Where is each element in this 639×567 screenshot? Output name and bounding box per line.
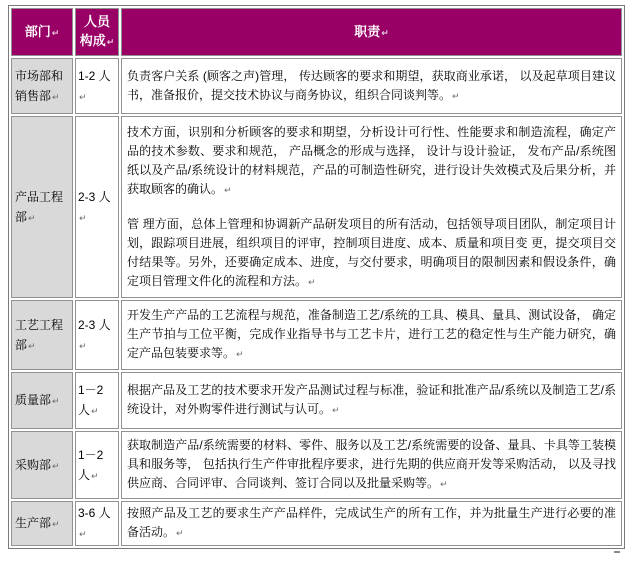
return-mark-icon: ↵ [79,340,87,351]
return-mark-icon: ↵ [224,184,232,195]
staff-cell [75,372,119,429]
header-cell-department [11,8,73,56]
responsibilities-table [8,5,625,549]
staff-cell [75,501,119,546]
duty-paragraph: 负责客户关系 (顾客之声)管理， 传达顾客的要求和期望，获取商业承诺， 以及起草项目建议书，准备报价，提交技术协议与商务协议，组织合同谈判等。↵ [127,68,616,102]
duties-cell [121,300,622,370]
duties-cell [121,58,622,114]
header-duties-label: 职责 [354,23,381,39]
return-mark-icon: ↵ [51,27,60,38]
duties-cell [121,501,622,546]
return-mark-icon: ↵ [236,349,244,359]
staff-cell [75,58,119,114]
return-mark-icon: ↵ [308,276,316,287]
staff-count: 1－2 人 [78,447,104,482]
staff-count: 1-2 人 [78,68,111,83]
table-row [11,300,622,370]
table-row [11,58,622,114]
department-name: 市场部和销售部 [15,68,64,103]
department-name: 工艺工程部 [15,317,64,352]
return-mark-icon: ↵ [91,406,99,416]
duties-cell [121,431,622,499]
return-mark-icon: ↵ [28,212,36,223]
header-cell-staff [75,8,119,56]
duty-paragraph: 技术方面，识别和分析顾客的要求和期望，分析设计可行性、性能要求和制造流程，确定产品的技术参数、要求和规范， 产品概念的形成与选择， 设计与设计验证， 发布产品/系统图纸以及产品/系统设计的材料规范，产品的可制造性研究，进行设计失效模式及后果分析，并获取顾客的确认。↵ [127,124,616,196]
return-mark-icon: ↵ [52,519,60,529]
staff-count: 2-3 人 [78,317,111,332]
staff-cell [75,431,119,499]
table-row [11,431,622,499]
return-mark-icon: ↵ [91,470,99,481]
return-mark-icon: ↵ [79,91,87,102]
duty-paragraph: 管 理方面，总体上管理和协调新产品研发项目的所有活动，包括领导项目团队，制定项目计划，跟踪项目进展，组织项目的评审，控制项目进度、成本、质量和项目变 更，提交项目交付结果等。另外，还要确定成本、进度，与交付要求，明确项目的限制因素和假设条件，确定项目管理文件化的流程和方法。↵ [127,216,616,288]
department-cell [11,116,73,298]
return-mark-icon: ↵ [452,90,460,101]
staff-count: 2-3 人 [78,189,111,204]
department-cell [11,58,73,114]
department-cell [11,431,73,499]
table-row [11,501,622,546]
staff-cell [75,300,119,370]
header-department-label: 部门 [24,23,51,39]
duty-paragraph: 按照产品及工艺的要求生产产品样件，完成试生产的所有工作，并为批量生产进行必要的准备活动。↵ [127,506,616,539]
return-mark-icon: ↵ [28,340,36,351]
duty-paragraph: 获取制造产品/系统需要的材料、零件、服务以及工艺/系统需要的设备、量具、卡具等工装模具和服务等， 包括执行生产件审批程序要求，进行先期的供应商开发等采购活动， 以及寻找供应商、合同评审、合同谈判、签订合同以及批量采购等。↵ [127,438,616,490]
department-name: 生产部 [15,516,52,530]
department-cell [11,300,73,370]
return-mark-icon: ↵ [106,37,115,47]
return-mark-icon: ↵ [79,212,87,223]
department-cell [11,501,73,546]
department-name: 质量部 [15,393,52,407]
duty-paragraph: 根据产品及工艺的技术要求开发产品测试过程与标准，验证和批准产品/系统以及制造工艺/系统设计，对外购零件进行测试与认可。↵ [127,383,616,416]
return-mark-icon: ↵ [332,405,340,415]
department-name: 产品工程部 [15,189,64,224]
return-mark-icon: ↵ [52,91,60,102]
duty-paragraph: 开发生产产品的工艺流程与规范，准备制造工艺/系统的工具、模具、量具、测试设备， 确定生产节拍与工位平衡，完成作业指导书与工艺卡片，进行工艺的稳定性与生产能力研究，确定产品包装要求等。↵ [127,308,616,360]
department-cell [11,372,73,429]
return-mark-icon: ↵ [381,27,389,38]
table-row [11,372,622,429]
return-mark-icon: ↵ [52,396,60,406]
return-mark-icon: ↵ [79,529,87,539]
return-mark-icon: ↵ [176,528,184,538]
table-end-mark [614,551,620,553]
staff-count: 3-6 人 [78,506,111,520]
header-staff-label: 人员构成 [79,14,110,48]
header-cell-duties [121,8,622,56]
return-mark-icon: ↵ [440,479,448,489]
table-header-row [11,8,622,56]
return-mark-icon: ↵ [52,460,60,471]
duties-cell [121,116,622,298]
department-name: 采购部 [15,457,52,472]
duties-cell [121,372,622,429]
table-row [11,116,622,298]
staff-count: 1－2 人 [78,383,104,417]
staff-cell [75,116,119,298]
